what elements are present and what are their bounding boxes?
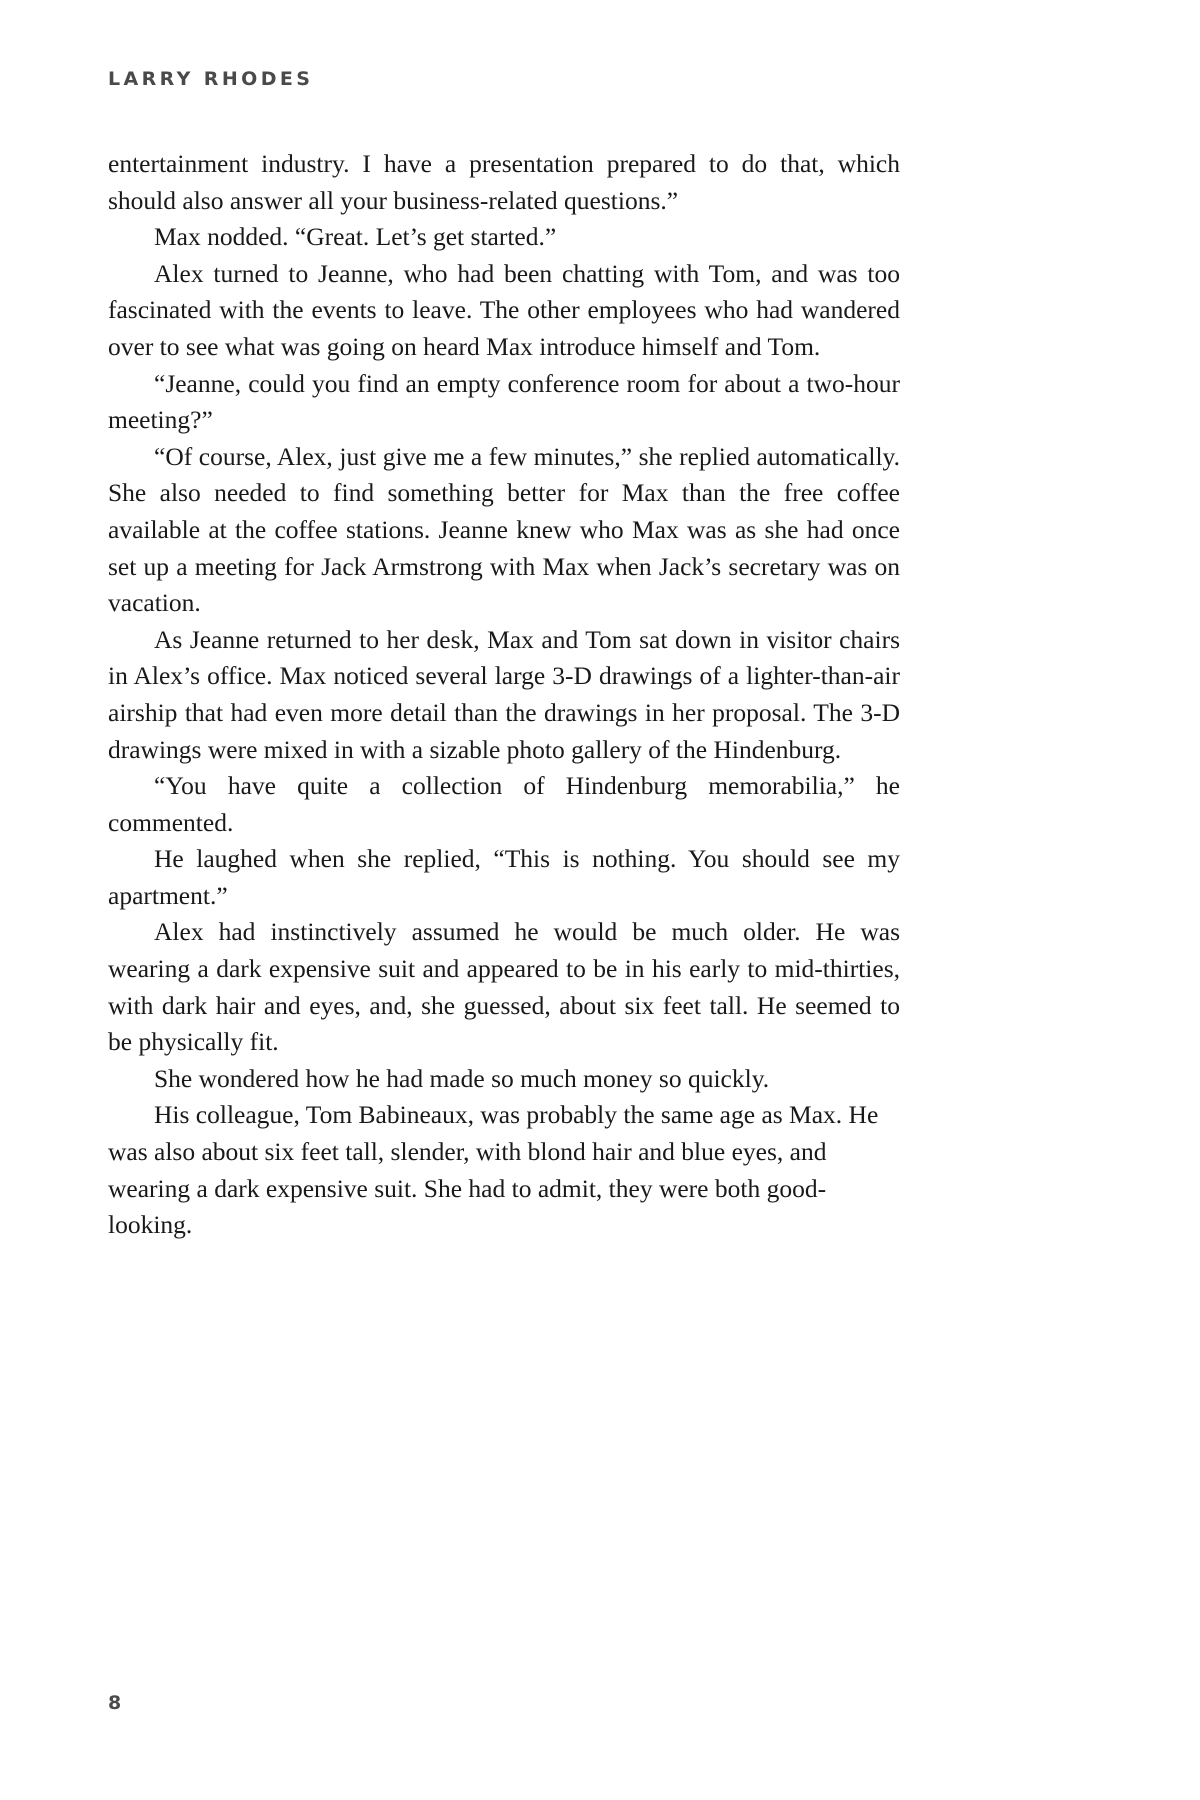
paragraph: She wondered how he had made so much money so quickly. <box>154 1063 770 1093</box>
body-text-block <box>108 146 900 1244</box>
paragraph: Max nodded. “Great. Let’s get started.” <box>154 222 557 252</box>
paragraph: entertainment industry. I have a presentation prepared to do that, which should also answer all your business-related questions.” <box>108 149 900 215</box>
paragraph: “Of course, Alex, just give me a few minutes,” she replied automatically. She also needed to find something better for Max than the free coffee available at the coffee stations. Jeanne knew who Max was as she had once set up a meeting for Jack Armstrong with Max when Jack’s secretary was on vacation. <box>108 441 900 618</box>
running-head: LARRY RHODES <box>108 68 314 90</box>
paragraph: As Jeanne returned to her desk, Max and Tom sat down in visitor chairs in Alex’s office. Max noticed several large 3-D drawings of a lighter-than-air airship that had even more detail than the drawings in her proposal. The 3-D drawings were mixed in with a sizable photo gallery of the Hindenburg. <box>108 624 900 764</box>
paragraph: Alex turned to Jeanne, who had been chatting with Tom, and was too fascinated with the events to leave. The other employees who had wandered over to see what was going on heard Max introduce himself and Tom. <box>108 258 900 361</box>
paragraph: Alex had instinctively assumed he would be much older. He was wearing a dark expensive suit and appeared to be in his early to mid-thirties, with dark hair and eyes, and, she guessed, about six feet tall. He seemed to be physically fit. <box>108 917 900 1057</box>
paragraph: He laughed when she replied, “This is nothing. You should see my apartment.” <box>108 844 900 910</box>
page-number: 8 <box>108 1692 123 1714</box>
paragraph: “Jeanne, could you find an empty conference room for about a two-hour meeting?” <box>108 368 900 435</box>
paragraph: “You have quite a collection of Hindenburg memorabilia,” he commented. <box>108 771 900 837</box>
paragraph: His colleague, Tom Babineaux, was probably the same age as Max. He was also about six feet tall, slender, with blond hair and blue eyes, and wearing a dark expensive suit. She had to admit, they were both good-looking. <box>108 1100 879 1240</box>
